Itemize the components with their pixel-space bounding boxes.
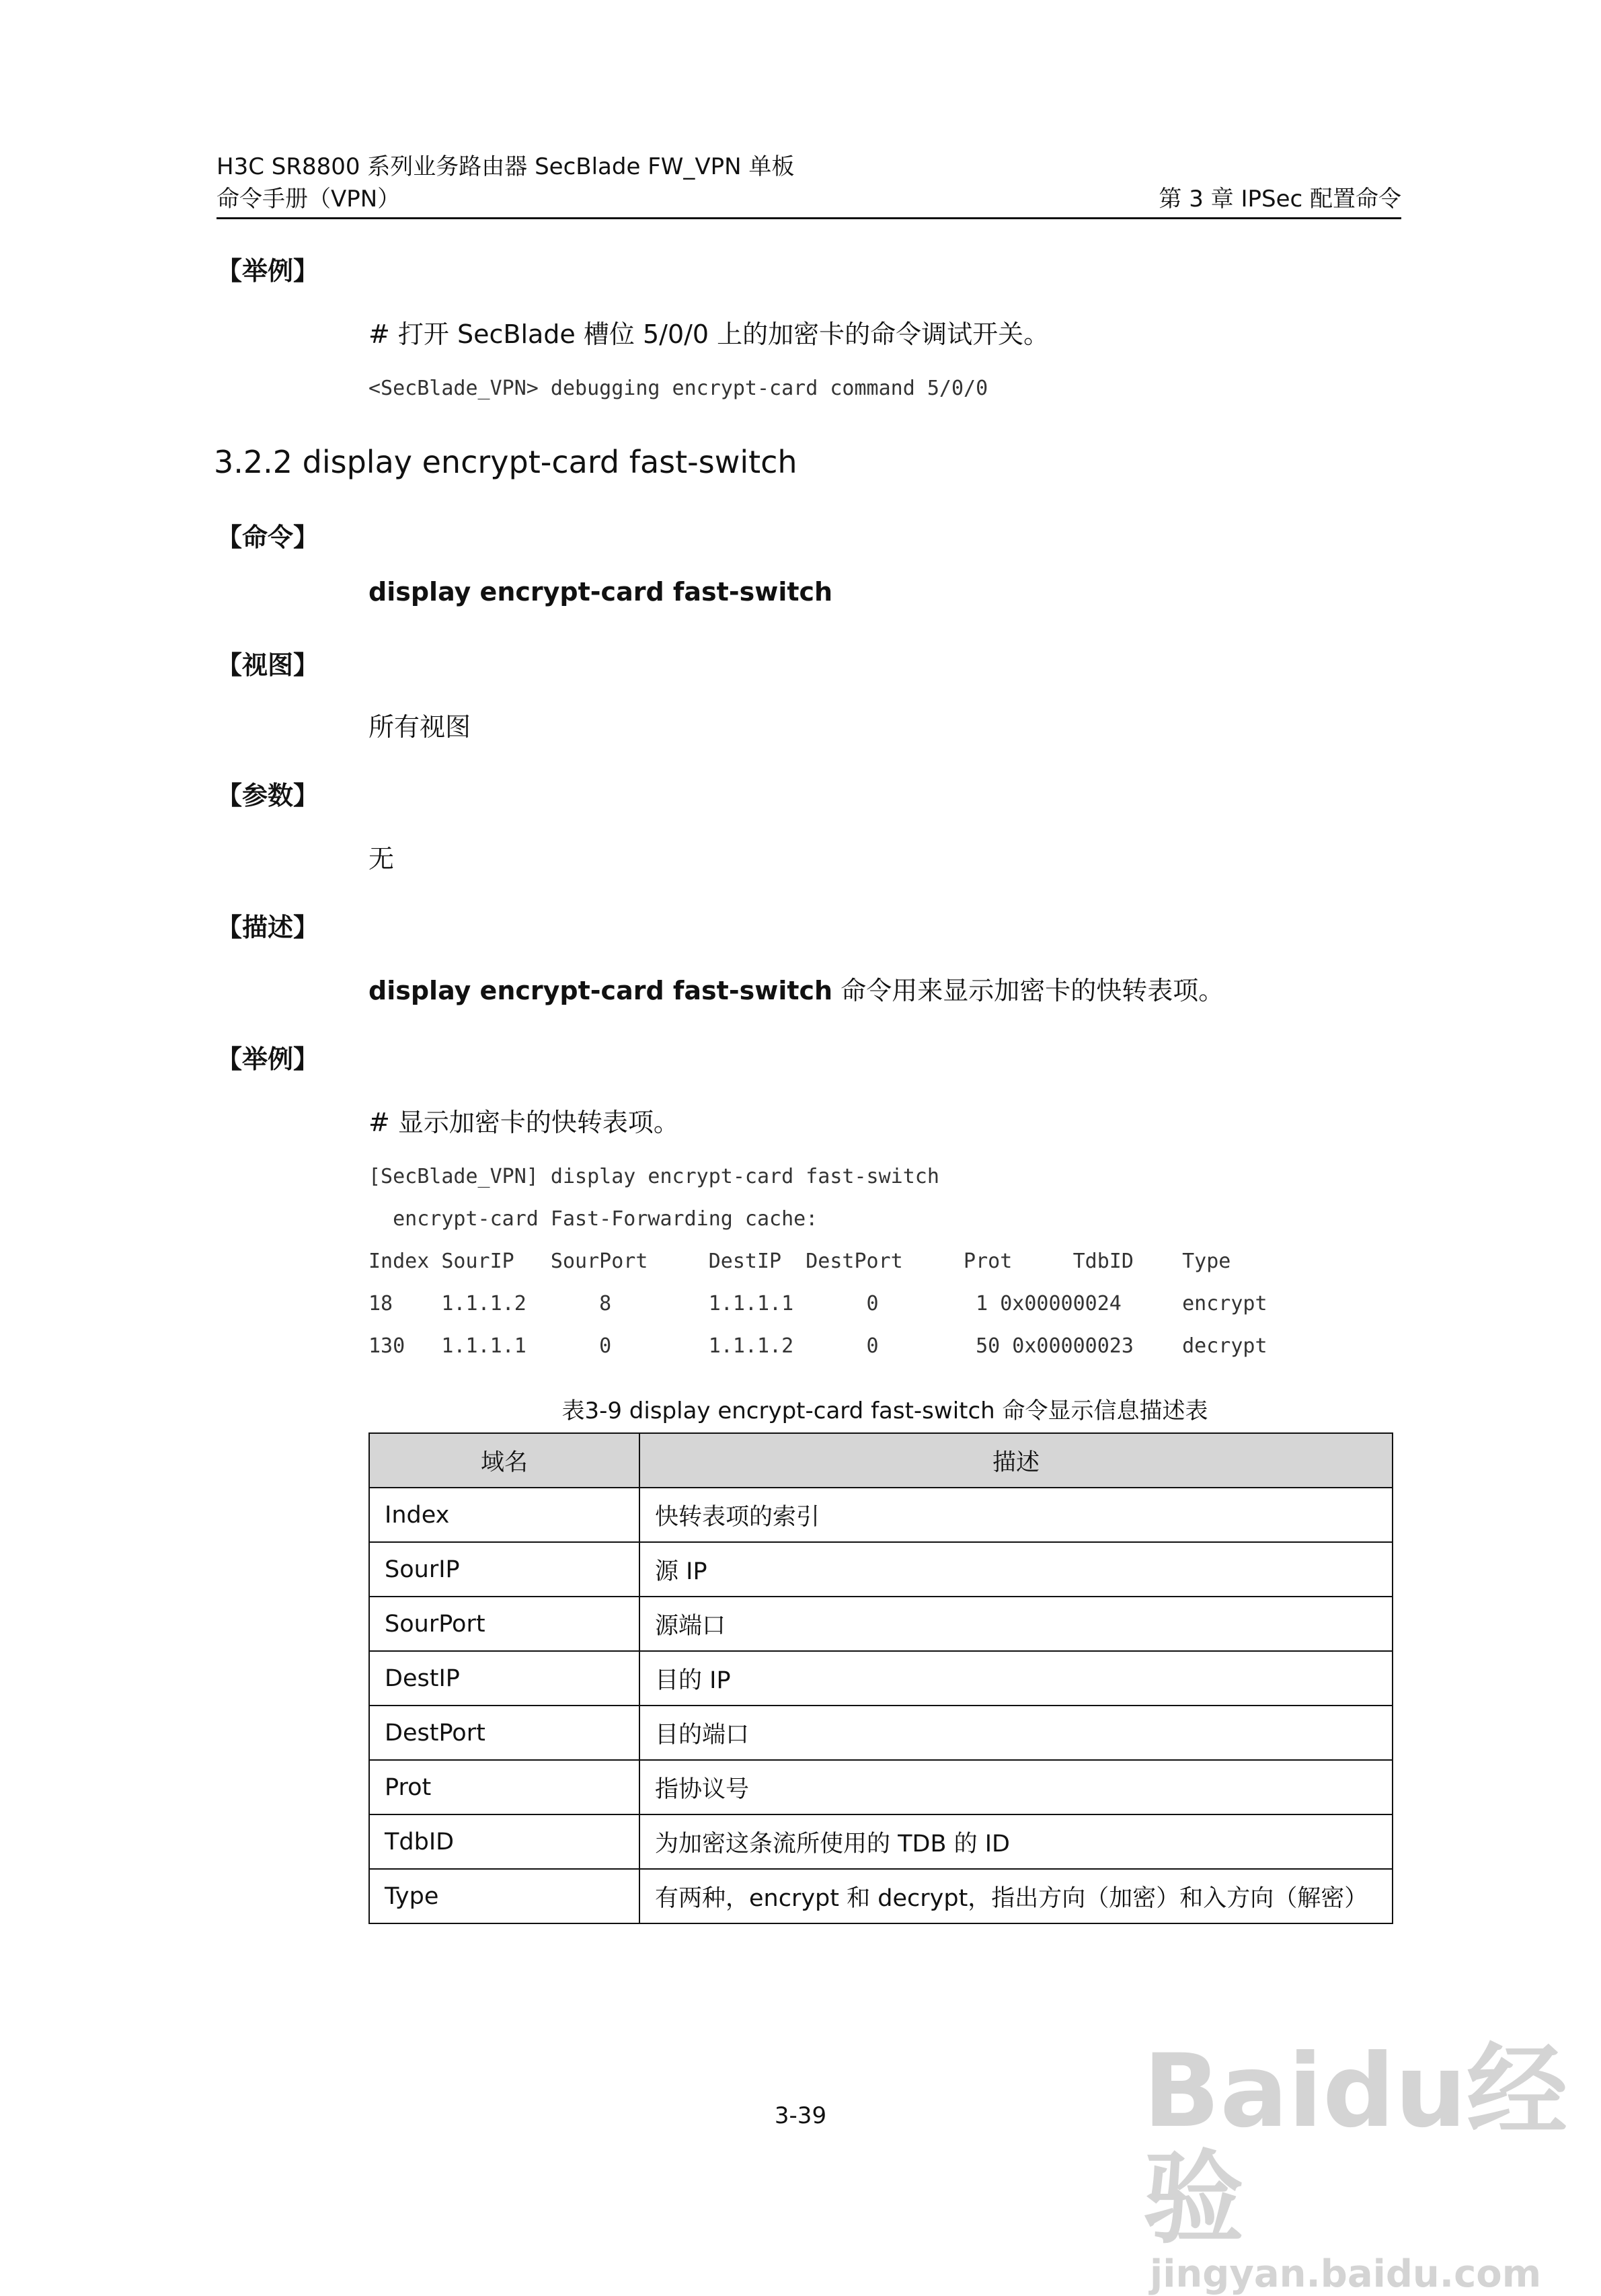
table-cell-field: DestPort [369,1706,639,1760]
description-command: display encrypt-card fast-switch [368,976,833,1005]
table-cell-description: 目的 IP [639,1651,1393,1706]
code-line: Index SourIP SourPort DestIP DestPort Prot TdbID Type [368,1250,1231,1273]
code-line: [SecBlade_VPN] display encrypt-card fast-switch [368,1165,939,1188]
table-row [369,1597,1393,1651]
table-header-row [369,1433,1393,1488]
table-header-description: 描述 [639,1433,1393,1488]
table-row [369,1488,1393,1542]
page-number: 3-39 [774,2102,827,2129]
view-text: 所有视图 [368,712,471,742]
code-line: encrypt-card Fast-Forwarding cache: [368,1207,818,1231]
table-cell-description: 目的端口 [639,1706,1393,1760]
table-cell-description: 源端口 [639,1597,1393,1651]
section-title: 3.2.2 display encrypt-card fast-switch [214,444,797,480]
table-row [369,1760,1393,1814]
table-cell-description: 源 IP [639,1542,1393,1597]
table-row [369,1869,1393,1923]
table-cell-field: TdbID [369,1814,639,1869]
doc-title-line1: H3C SR8800 系列业务路由器 SecBlade FW_VPN 单板 [217,153,795,180]
table-cell-description: 为加密这条流所使用的 TDB 的 ID [639,1814,1393,1869]
table-cell-description: 指协议号 [639,1760,1393,1814]
example-heading-2: 【举例】 [217,1044,319,1074]
table-cell-field: SourPort [369,1597,639,1651]
table-caption: 表3-9 display encrypt-card fast-switch 命令显示信息描述表 [561,1398,1208,1424]
description-heading: 【描述】 [217,913,319,942]
table-cell-field: Type [369,1869,639,1923]
table-cell-field: SourIP [369,1542,639,1597]
watermark-url: jingyan.baidu.com [1150,2252,1542,2296]
example-text-1: # 打开 SecBlade 槽位 5/0/0 上的加密卡的命令调试开关。 [368,319,1050,349]
params-text: 无 [368,844,395,874]
watermark-logo: Baidu经验 [1143,2033,1568,2258]
code-line: 130 1.1.1.1 0 1.1.1.2 0 50 0x00000023 decrypt [368,1334,1267,1358]
example-heading-1: 【举例】 [217,256,319,286]
table-cell-description: 快转表项的索引 [639,1488,1393,1542]
description-rest: 命令用来显示加密卡的快转表项。 [832,976,1224,1005]
command-heading: 【命令】 [217,523,319,552]
field-description-table [368,1432,1393,1924]
view-heading: 【视图】 [217,650,319,680]
description-text [368,970,1224,1007]
table-row [369,1706,1393,1760]
doc-title-line2: 命令手册（VPN） [217,186,401,213]
table-header-field: 域名 [369,1433,639,1488]
table-cell-field: Index [369,1488,639,1542]
table-cell-description: 有两种，encrypt 和 decrypt，指出方向（加密）和入方向（解密） [639,1869,1393,1923]
example-text-2: # 显示加密卡的快转表项。 [368,1108,679,1137]
chapter-title: 第 3 章 IPSec 配置命令 [1159,186,1401,213]
table-row [369,1814,1393,1869]
table-cell-field: Prot [369,1760,639,1814]
params-heading: 【参数】 [217,781,319,810]
table-row [369,1542,1393,1597]
watermark [1143,2033,1601,2296]
example-code-1: <SecBlade_VPN> debugging encrypt-card command 5/0/0 [368,377,988,400]
code-line: 18 1.1.1.2 8 1.1.1.1 0 1 0x00000024 encrypt [368,1292,1267,1315]
table-cell-field: DestIP [369,1651,639,1706]
table-row [369,1651,1393,1706]
header-rule [217,217,1401,219]
command-text: display encrypt-card fast-switch [368,577,833,607]
